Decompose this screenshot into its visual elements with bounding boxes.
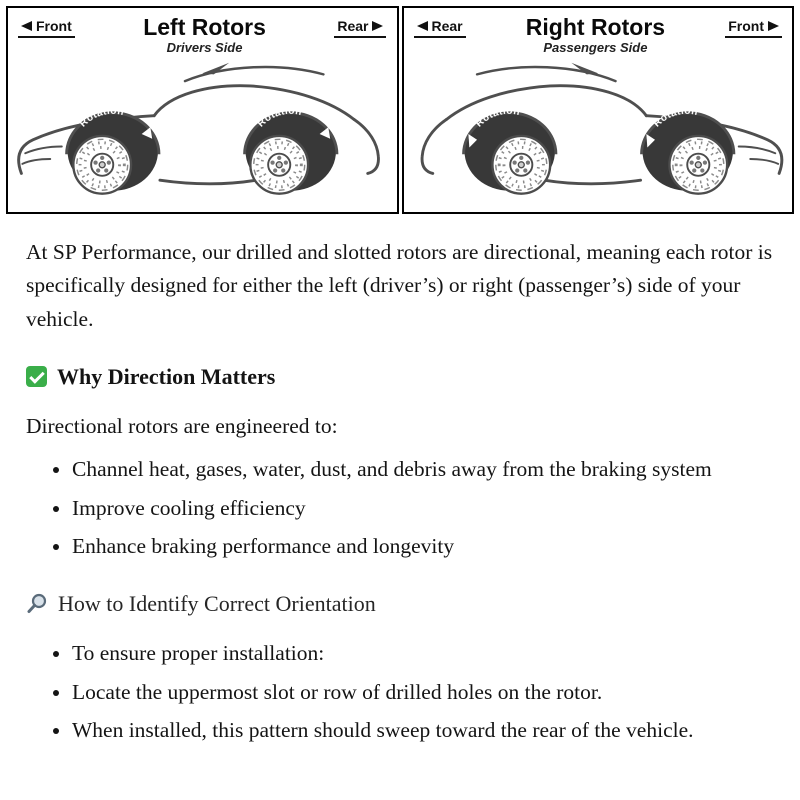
panel-subtitle: Drivers Side <box>166 40 243 56</box>
heading-text: Why Direction Matters <box>57 363 276 389</box>
direction-text: Rear <box>431 18 463 34</box>
rotor-direction-diagram <box>6 6 794 214</box>
benefits-list <box>26 453 774 563</box>
list-item: • Improve cooling efficiency <box>72 492 774 525</box>
direction-text: Front <box>728 18 764 34</box>
arrow-right-icon <box>372 21 383 31</box>
lead-paragraph: Directional rotors are engineered to: <box>26 414 338 439</box>
list-item: • Channel heat, gases, water, dust, and debris away from the braking system <box>72 453 774 486</box>
rear-direction-label <box>414 18 466 38</box>
arrow-left-icon <box>417 21 428 31</box>
left-panel-title-block <box>143 15 266 55</box>
list-item: • When installed, this pattern should sweep toward the rear of the vehicle. <box>72 714 774 747</box>
rotation-label: Rotation <box>255 105 303 130</box>
list-item: • To ensure proper installation: <box>72 637 774 670</box>
car-illustration-right <box>404 58 793 210</box>
rotation-label: Rotation <box>77 105 125 130</box>
right-panel-title-block <box>526 15 665 55</box>
check-icon <box>26 366 47 387</box>
arrow-right-icon <box>768 21 779 31</box>
right-rotors-panel <box>402 6 795 214</box>
section-heading-identify-orientation <box>26 587 774 621</box>
rotation-label: Rotation <box>473 105 521 130</box>
right-panel-header <box>404 8 793 55</box>
front-direction-label <box>18 18 75 38</box>
front-rotor <box>73 136 131 194</box>
heading-text: How to Identify Correct Orientation <box>58 591 376 617</box>
front-direction-label <box>725 18 782 38</box>
rear-rotor <box>250 136 308 194</box>
section-heading-direction-matters <box>26 360 774 394</box>
orientation-list <box>26 637 774 747</box>
intro-paragraph: At SP Performance, our drilled and slotted rotors are directional, meaning each rotor is specifically designed for either the left (driver’s) or right (passenger’s) side of your vehicle. <box>26 240 773 331</box>
article-body <box>0 214 800 793</box>
car-illustration-left <box>8 58 397 210</box>
direction-text: Rear <box>337 18 369 34</box>
left-panel-header <box>8 8 397 55</box>
roof-accent <box>202 63 229 75</box>
direction-text: Front <box>36 18 72 34</box>
panel-subtitle: Passengers Side <box>543 40 648 56</box>
rear-direction-label <box>334 18 386 38</box>
panel-title: Left Rotors <box>143 14 266 40</box>
magnifier-icon <box>26 593 48 615</box>
list-item: • Locate the uppermost slot or row of drilled holes on the rotor. <box>72 676 774 709</box>
rotation-label: Rotation <box>651 105 699 130</box>
list-item: • Enhance braking performance and longevity <box>72 530 774 563</box>
left-rotors-panel <box>6 6 399 214</box>
panel-title: Right Rotors <box>525 14 666 40</box>
mirrored-car <box>422 63 782 194</box>
arrow-left-icon <box>21 21 32 31</box>
